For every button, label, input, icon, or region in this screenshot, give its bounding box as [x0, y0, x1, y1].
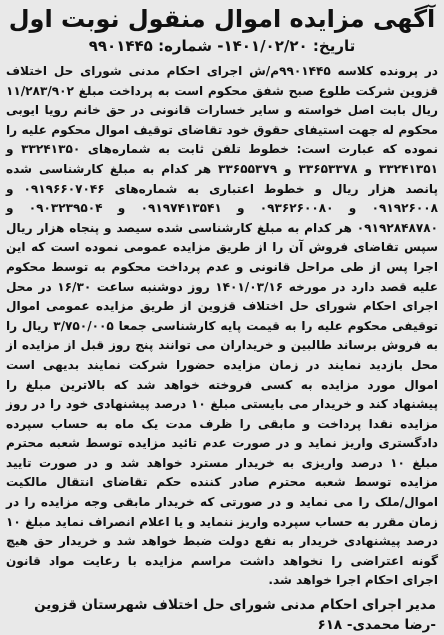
notice-signature: مدیر اجرای احکام مدنی شورای حل اختلاف شهرستان قزوین -رضا محمدی- ۶۱۸: [34, 597, 436, 634]
notice-title: آگهی مزایده اموال منقول نوبت اول: [8, 5, 436, 33]
notice-date-number: تاریخ: ۱۴۰۱/۰۲/۲۰- شماره: ۹۹۰۱۴۴۵: [88, 37, 356, 55]
notice-body: در پرونده کلاسه ۹۹۰۱۴۴۵م/ش اجرای احکام مدنی شورای حل اختلاف قزوین شرکت طلوع صبح شفق محکوم است به پرداخت مبلغ ۱۱/۲۸۳/۹۰۲ ریال بابت اصل خواسته و سایر خسارات قانونی در حق خانم رویا ایوبی محکوم له جهت استیفای حقوق خود تقاضای توقیف اموال محکوم علیه را نموده که عبارت است: خطوط تلفن ثابت به شماره‌های ۳۳۲۴۱۳۵۰ و ۳۳۲۴۱۳۵۱ و ۳۳۶۵۳۳۷۸ و ۳۳۶۵۵۳۷۹ هر کدام به مبلغ کارشناسی شده پانصد هزار ریال و خطوط اعتباری به شماره‌های ۰۹۱۹۶۶۰۷۰۴۶ و ۰۹۱۹۲۶۰۰۸ و ۰۹۳۶۲۶۰۰۸۰ و ۰۹۱۹۷۴۱۳۵۴۱ و ۰۹۰۳۲۳۹۵۰۴ و ۰۹۱۹۲۸۴۸۷۸۰ هر کدام به مبلغ کارشناسی شده سیصد و پنجاه هزار ریال سپس تقاضای فروش آن را از طریق مزایده عمومی نموده است که این اجرا پس از طی مراحل قانونی و عدم پرداخت محکوم به توسط محکوم علیه قصد دارد در مورخه ۱۴۰۱/۰۳/۱۶ روز دوشنبه ساعت ۱۶/۳۰ در محل اجرای احکام شورای حل اختلاف قزوین از طریق مزایده عمومی اموال توقیفی محکوم علیه را به قیمت پایه کارشناسی جمعا ۳/۷۵۰/۰۰۵ ریال را به فروش برساند طالبین و خریداران می توانند پنج روز قبل از مزایده از محل بازدید نمایند در زمان مزایده حضورا شرکت نمایند بدیهی است اموال مورد مزایده به کسی فروخته خواهد شد که بالاترین مبلغ را پیشنهاد کند و خریدار می بایستی مبلغ ۱۰ درصد پیشنهادی خود را در روز مزایده نقدا پرداخت و مابقی را ظرف مدت یک ماه به حساب سپرده دادگستری واریز نماید و در صورت عدم تائید مزایده توسط شعبه محترم مبلغ ۱۰ درصد واریزی به خریدار مسترد خواهد شد و در صورت تایید مزایده توسط شعبه محترم صادر کننده حکم تقاضای انتقال مالکیت اموال/ملک را می نماید و در صورتی که خریدار مابقی وجه مزایده را در زمان مقرر به حساب سپرده واریز ننماید و یا اعلام انصراف نماید مبلغ ۱۰ درصد پیشنهادی خریدار به نفع دولت ضبط خواهد شد و خریدار حق هیچ گونه اعتراضی را نخواهد داشت مراسم مزایده با رعایت مواد قانون اجرای احکام اجرا خواهد شد.: [6, 64, 439, 588]
